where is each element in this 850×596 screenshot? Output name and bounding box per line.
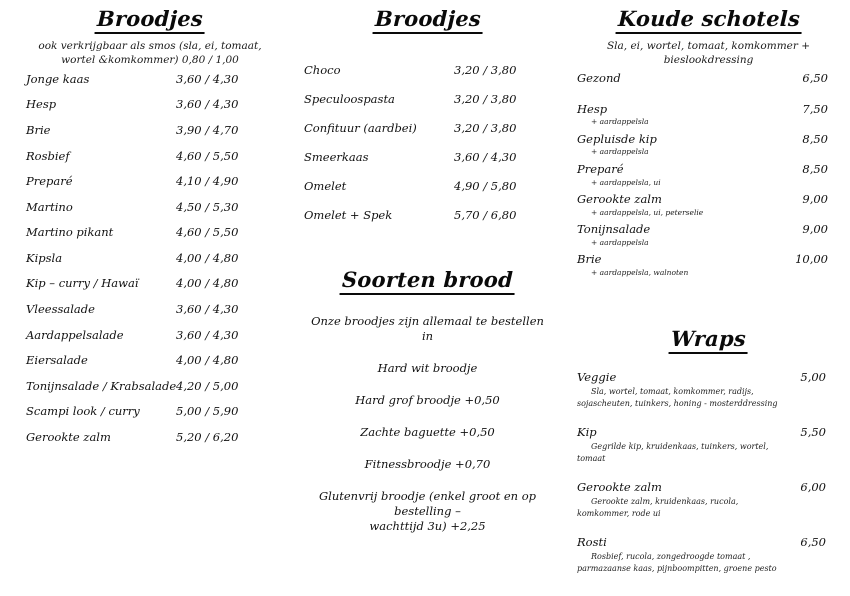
item-name: Gerookte zalm [26, 430, 111, 445]
menu-row [26, 200, 274, 226]
wrap-item [577, 426, 840, 465]
wrap-item [577, 481, 840, 520]
item-name: Smeerkaas [304, 150, 369, 164]
menu-row [304, 208, 551, 237]
section-soorten-brood [304, 267, 551, 533]
wrap-description [577, 551, 787, 574]
bread-option-glutenfree-line1: Glutenvrij broodje (enkel groot en op bestelling – [318, 488, 537, 518]
item-name: Kip – curry / Hawaï [26, 276, 139, 291]
item-price: 3,20 / 3,80 [454, 63, 517, 77]
dish-price: 6,50 [802, 70, 828, 85]
section-heading-broodjes-left [26, 6, 274, 37]
item-name: Omelet [304, 179, 347, 193]
item-price: 4,20 / 5,00 [176, 378, 239, 393]
dish-name: Brie [577, 252, 602, 267]
item-price: 4,00 / 4,80 [176, 276, 239, 291]
dish-item [577, 133, 840, 157]
wrap-description-line1: Gerookte zalm, kruidenkaas, rucola, [591, 497, 739, 507]
dish-price: 8,50 [802, 131, 828, 146]
item-price: 4,00 / 4,80 [176, 353, 239, 368]
section-title-text: Broodjes [372, 6, 483, 34]
item-name: Tonijnsalade / Krabsalade [26, 378, 177, 393]
dish-name: Preparé [577, 161, 624, 176]
menu-row [26, 72, 274, 98]
bread-option: Fitnessbroodje +0,70 [364, 456, 491, 471]
wrap-description-line1: Rosbief, rucola, zongedroogde tomaat , [591, 552, 751, 562]
section-subtitle-smos: ook verkrijgbaar als smos (sla, ei, tomaat, wortel &komkommer) 0,80 / 1,00 [38, 40, 262, 66]
menu-row [26, 302, 274, 328]
dish-item [577, 163, 840, 187]
item-name: Speculoospasta [304, 92, 395, 106]
menu-row [26, 174, 274, 200]
section-title-text: Koude schotels [615, 6, 802, 34]
bread-intro-text: Onze broodjes zijn allemaal te bestellen in [311, 314, 544, 343]
item-price: 4,90 / 5,80 [454, 179, 517, 193]
item-price: 3,20 / 3,80 [454, 121, 517, 135]
item-name: Confituur (aardbei) [304, 121, 417, 135]
item-price: 5,00 / 5,90 [176, 404, 239, 419]
item-name: Hesp [26, 97, 57, 112]
price-list-broodjes-hartig [26, 72, 274, 456]
item-name: Rosbief [26, 148, 70, 163]
item-name: Martino [26, 199, 73, 214]
column-broodjes-zoet [290, 0, 565, 596]
item-price: 4,10 / 4,90 [176, 174, 239, 189]
bread-option: Hard wit broodje [377, 360, 478, 375]
dish-description: + aardappelsla [591, 147, 649, 157]
wrap-description-line2: komkommer, rode ui [577, 508, 661, 518]
wrap-description [577, 496, 787, 519]
menu-row [26, 149, 274, 175]
item-name: Brie [26, 122, 51, 137]
dish-name: Hesp [577, 101, 608, 116]
menu-row [26, 251, 274, 277]
item-price: 5,70 / 6,80 [454, 208, 517, 222]
menu-row [304, 150, 551, 179]
menu-row [304, 121, 551, 150]
dish-price: 7,50 [802, 101, 828, 116]
wrap-description [577, 386, 787, 409]
item-name: Kipsla [26, 250, 63, 265]
menu-row [26, 404, 274, 430]
price-list-wraps [577, 371, 840, 575]
dish-description: + aardappelsla, ui, peterselie [591, 207, 704, 217]
dish-description: + aardappelsla, walnoten [591, 268, 689, 278]
dish-price: 10,00 [795, 252, 828, 267]
item-name: Scampi look / curry [26, 404, 140, 419]
price-list-broodjes-zoet [304, 63, 551, 237]
column-koude-schotels-wraps [565, 0, 850, 596]
menu-row [26, 353, 274, 379]
item-name: Jonge kaas [26, 71, 90, 86]
item-price: 4,00 / 4,80 [176, 250, 239, 265]
wrap-price: 5,00 [800, 369, 826, 384]
bread-option: Hard grof broodje +0,50 [355, 392, 500, 407]
wrap-name: Kip [577, 424, 597, 439]
dish-item [577, 193, 840, 217]
dish-price: 9,00 [802, 222, 828, 237]
menu-row [304, 179, 551, 208]
dish-description: + aardappelsla [591, 117, 649, 127]
wrap-name: Rosti [577, 534, 607, 549]
item-name: Choco [304, 63, 341, 77]
bread-option-glutenfree-line2: wachttijd 3u) +2,25 [369, 518, 486, 533]
section-subtitle-dressing: Sla, ei, wortel, tomaat, komkommer + bieslookdressing [606, 40, 811, 66]
item-name: Vleessalade [26, 302, 95, 317]
item-price: 4,50 / 5,30 [176, 199, 239, 214]
item-price: 3,60 / 4,30 [176, 71, 239, 86]
item-price: 3,90 / 4,70 [176, 122, 239, 137]
wrap-description-line1: Gegrilde kip, kruidenkaas, tuinkers, wortel, [591, 442, 769, 452]
section-wraps [577, 326, 840, 575]
item-price: 3,20 / 3,80 [454, 92, 517, 106]
bread-options-list [304, 314, 551, 533]
menu-row [26, 328, 274, 354]
dish-name: Gepluisde kip [577, 131, 657, 146]
menu-row [26, 379, 274, 405]
dish-item [577, 253, 840, 277]
wrap-description [577, 441, 787, 464]
menu-row [26, 430, 274, 456]
dish-name: Gerookte zalm [577, 192, 662, 207]
wrap-item [577, 536, 840, 575]
wrap-price: 6,50 [800, 534, 826, 549]
item-name: Eiersalade [26, 353, 88, 368]
dish-name: Gezond [577, 70, 621, 85]
item-price: 3,60 / 4,30 [454, 150, 517, 164]
wrap-description-line2: parmazaanse kaas, pijnboompitten, groene pesto [577, 563, 777, 573]
item-name: Preparé [26, 174, 73, 189]
item-name: Aardappelsalade [26, 327, 124, 342]
item-name: Martino pikant [26, 225, 114, 240]
column-broodjes-hartig [0, 0, 290, 596]
item-price: 3,60 / 4,30 [176, 302, 239, 317]
item-price: 4,60 / 5,50 [176, 148, 239, 163]
menu-row [26, 225, 274, 251]
wrap-description-line2: sojascheuten, tuinkers, honing - mosterddressing [577, 398, 778, 408]
dish-description: + aardappelsla, ui [591, 177, 661, 187]
section-title-text: Soorten brood [340, 267, 516, 295]
dish-item [577, 72, 840, 86]
wrap-description-line2: tomaat [577, 453, 606, 463]
dish-price: 8,50 [802, 161, 828, 176]
item-price: 3,60 / 4,30 [176, 327, 239, 342]
dish-name: Tonijnsalade [577, 222, 651, 237]
wrap-description-line1: Sla, wortel, tomaat, komkommer, radijs, [591, 387, 754, 397]
menu-row [26, 97, 274, 123]
dish-description: + aardappelsla [591, 238, 649, 247]
menu-row [26, 276, 274, 302]
wrap-name: Veggie [577, 369, 617, 384]
item-price: 5,20 / 6,20 [176, 430, 239, 445]
menu-row [26, 123, 274, 149]
dish-item [577, 103, 840, 127]
dish-price: 9,00 [802, 192, 828, 207]
section-title-text: Wraps [669, 326, 749, 354]
wrap-price: 5,50 [800, 424, 826, 439]
wrap-price: 6,00 [800, 479, 826, 494]
item-name: Omelet + Spek [304, 208, 393, 222]
item-price: 4,60 / 5,50 [176, 225, 239, 240]
wrap-item [577, 371, 840, 410]
bread-option: Zachte baguette +0,50 [360, 424, 495, 439]
price-list-koude-schotels [577, 72, 840, 278]
item-price: 3,60 / 4,30 [176, 97, 239, 112]
section-heading-broodjes-middle [304, 6, 551, 37]
menu-row [304, 92, 551, 121]
section-heading-soorten-brood [304, 267, 551, 298]
section-heading-koude-schotels [577, 6, 840, 37]
dish-item [577, 223, 840, 247]
section-title-text: Broodjes [95, 6, 206, 34]
menu-row [304, 63, 551, 92]
wrap-name: Gerookte zalm [577, 479, 662, 494]
section-heading-wraps [577, 326, 840, 357]
